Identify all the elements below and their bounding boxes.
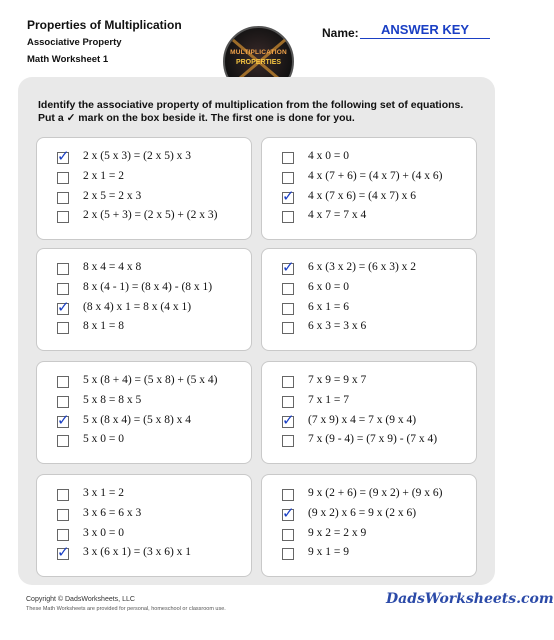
problem-box: [36, 474, 252, 577]
checkbox[interactable]: [57, 489, 69, 501]
option-row: [280, 189, 470, 205]
equation-text: 5 x (8 x 4) = (5 x 8) x 4: [83, 414, 192, 426]
equation-text: 5 x (8 + 4) = (5 x 8) + (5 x 4): [83, 374, 218, 386]
option-row: [55, 432, 245, 448]
worksheet-number: Math Worksheet 1: [27, 54, 109, 65]
equation-text: 9 x 1 = 9: [308, 546, 349, 558]
equation-text: 3 x 0 = 0: [83, 527, 124, 539]
option-row: [55, 208, 245, 224]
name-label: Name:: [322, 26, 359, 40]
equation-text: 3 x (6 x 1) = (3 x 6) x 1: [83, 546, 192, 558]
option-row: [55, 169, 245, 185]
option-row: [55, 506, 245, 522]
logo-line1: MULTIPLICATION: [230, 49, 287, 56]
equation-text: 7 x (9 - 4) = (7 x 9) - (7 x 4): [308, 433, 438, 445]
option-row: [55, 373, 245, 389]
checked-checkbox[interactable]: [57, 152, 69, 164]
option-row: [280, 545, 470, 561]
equation-text: 2 x (5 + 3) = (2 x 5) + (2 x 3): [83, 209, 218, 221]
checkbox[interactable]: [282, 396, 294, 408]
worksheet-subtitle: Associative Property: [27, 37, 122, 48]
option-row: [55, 300, 245, 316]
checked-checkbox[interactable]: [282, 263, 294, 275]
equation-text: 8 x 4 = 4 x 8: [83, 261, 142, 273]
name-field[interactable]: ANSWER KEY: [360, 22, 490, 39]
equation-text: 7 x 9 = 9 x 7: [308, 374, 367, 386]
option-row: [280, 413, 470, 429]
checked-checkbox[interactable]: [57, 303, 69, 315]
brand-logo: DadsWorksheets.com: [386, 591, 554, 607]
checkbox[interactable]: [282, 172, 294, 184]
problem-box: [261, 474, 477, 577]
checkbox[interactable]: [282, 322, 294, 334]
problem-box: [261, 137, 477, 240]
option-row: [55, 526, 245, 542]
option-row: [55, 189, 245, 205]
option-row: [280, 260, 470, 276]
checkbox[interactable]: [282, 303, 294, 315]
option-row: [280, 373, 470, 389]
equation-text: 2 x 5 = 2 x 3: [83, 190, 142, 202]
option-row: [280, 526, 470, 542]
problem-box: [36, 248, 252, 351]
checkbox[interactable]: [282, 489, 294, 501]
option-row: [55, 149, 245, 165]
option-row: [55, 486, 245, 502]
equation-text: 6 x 0 = 0: [308, 281, 349, 293]
equation-text: 6 x 3 = 3 x 6: [308, 320, 367, 332]
checkbox[interactable]: [57, 263, 69, 275]
equation-text: 9 x (2 + 6) = (9 x 2) + (9 x 6): [308, 487, 443, 499]
checkbox[interactable]: [57, 396, 69, 408]
checked-checkbox[interactable]: [282, 416, 294, 428]
checked-checkbox[interactable]: [282, 509, 294, 521]
option-row: [55, 319, 245, 335]
worksheet-title: Properties of Multiplication: [27, 18, 182, 32]
option-row: [280, 506, 470, 522]
option-row: [280, 319, 470, 335]
checked-checkbox[interactable]: [282, 192, 294, 204]
equation-text: 8 x (4 - 1) = (8 x 4) - (8 x 1): [83, 281, 213, 293]
option-row: [55, 413, 245, 429]
option-row: [280, 432, 470, 448]
checkbox[interactable]: [57, 322, 69, 334]
checked-checkbox[interactable]: [57, 548, 69, 560]
checkbox[interactable]: [282, 152, 294, 164]
equation-text: 4 x 7 = 7 x 4: [308, 209, 367, 221]
checkbox[interactable]: [57, 509, 69, 521]
instructions: Identify the associative property of multiplication from the following set of equations. Put a ✓ mark on the box beside it. The first one is done for you.: [38, 99, 464, 124]
option-row: [280, 208, 470, 224]
equation-text: 8 x 1 = 8: [83, 320, 124, 332]
option-row: [280, 169, 470, 185]
equation-text: 2 x 1 = 2: [83, 170, 124, 182]
equation-text: 3 x 1 = 2: [83, 487, 124, 499]
equation-text: 6 x (3 x 2) = (6 x 3) x 2: [308, 261, 417, 273]
checkbox[interactable]: [57, 283, 69, 295]
equation-text: 4 x (7 x 6) = (4 x 7) x 6: [308, 190, 417, 202]
equation-text: 3 x 6 = 6 x 3: [83, 507, 142, 519]
footer-note: These Math Worksheets are provided for personal, homeschool or classroom use.: [26, 606, 226, 612]
equation-text: (8 x 4) x 1 = 8 x (4 x 1): [83, 301, 192, 313]
option-row: [280, 149, 470, 165]
checkbox[interactable]: [57, 435, 69, 447]
checked-checkbox[interactable]: [57, 416, 69, 428]
option-row: [55, 545, 245, 561]
checkbox[interactable]: [57, 192, 69, 204]
equation-text: 7 x 1 = 7: [308, 394, 349, 406]
problem-box: [36, 361, 252, 464]
equation-text: (9 x 2) x 6 = 9 x (2 x 6): [308, 507, 417, 519]
option-row: [280, 393, 470, 409]
option-row: [55, 393, 245, 409]
option-row: [280, 300, 470, 316]
checkbox[interactable]: [57, 376, 69, 388]
problem-box: [261, 361, 477, 464]
equation-text: (7 x 9) x 4 = 7 x (9 x 4): [308, 414, 417, 426]
problem-box: [261, 248, 477, 351]
equation-text: 9 x 2 = 2 x 9: [308, 527, 367, 539]
equation-text: 2 x (5 x 3) = (2 x 5) x 3: [83, 150, 192, 162]
copyright: Copyright © DadsWorksheets, LLC: [26, 596, 135, 603]
option-row: [55, 260, 245, 276]
logo-line2: PROPERTIES: [235, 59, 282, 66]
checkbox[interactable]: [282, 548, 294, 560]
checkbox[interactable]: [282, 376, 294, 388]
problem-box: [36, 137, 252, 240]
checkbox[interactable]: [57, 211, 69, 223]
checkbox[interactable]: [57, 172, 69, 184]
equation-text: 5 x 8 = 8 x 5: [83, 394, 142, 406]
checkbox[interactable]: [282, 283, 294, 295]
checkbox[interactable]: [282, 211, 294, 223]
option-row: [55, 280, 245, 296]
equation-text: 6 x 1 = 6: [308, 301, 349, 313]
equation-text: 4 x 0 = 0: [308, 150, 349, 162]
checkbox[interactable]: [57, 529, 69, 541]
checkbox[interactable]: [282, 435, 294, 447]
equation-text: 5 x 0 = 0: [83, 433, 124, 445]
equation-text: 4 x (7 + 6) = (4 x 7) + (4 x 6): [308, 170, 443, 182]
option-row: [280, 486, 470, 502]
option-row: [280, 280, 470, 296]
checkbox[interactable]: [282, 529, 294, 541]
